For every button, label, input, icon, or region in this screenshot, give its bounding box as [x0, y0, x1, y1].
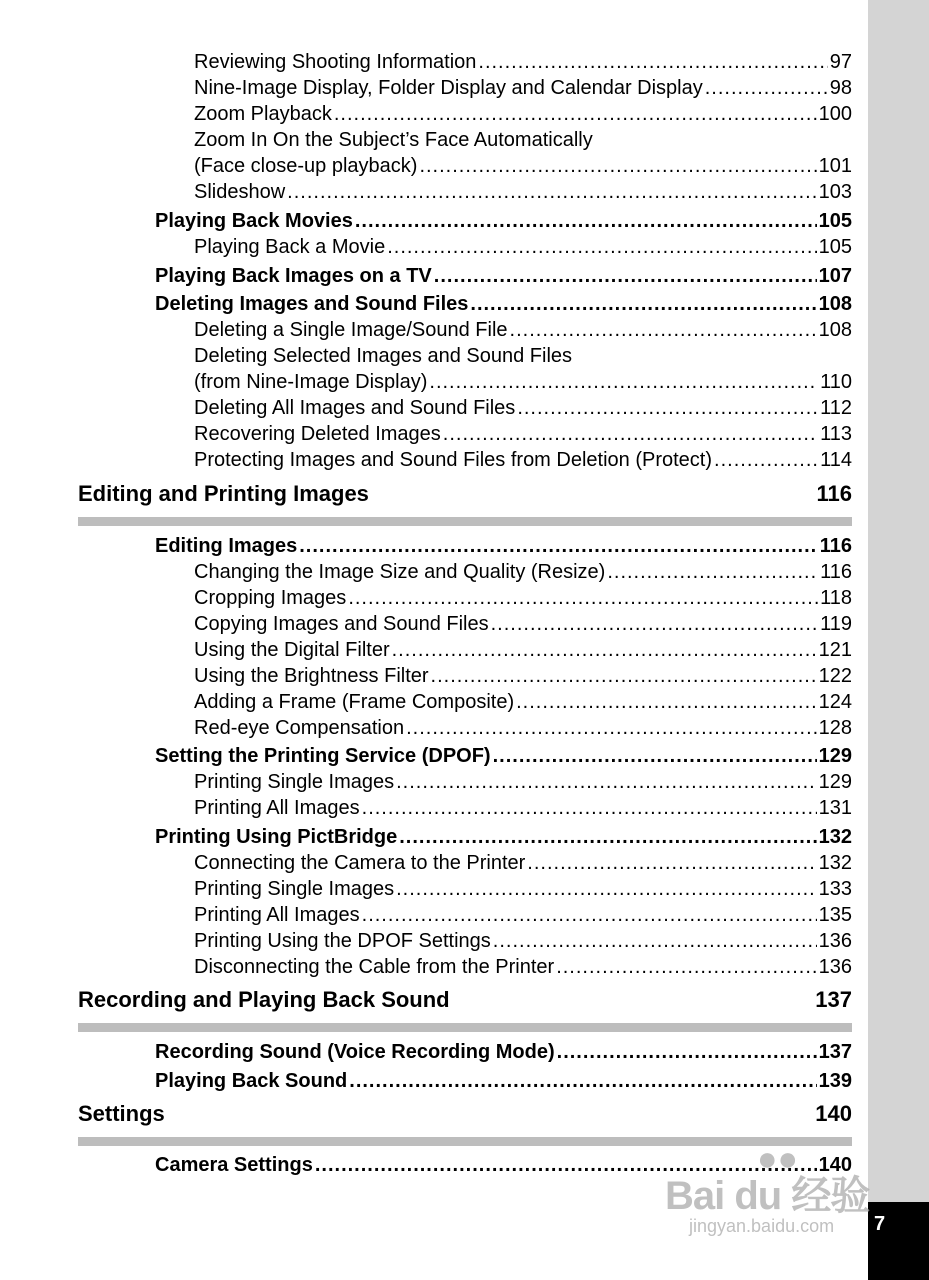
toc-section[interactable]: Printing Using PictBridge ..... 132	[155, 825, 852, 849]
toc-section[interactable]: Editing Images ..... 116	[155, 534, 852, 558]
toc-entry[interactable]: Printing Single Images ..... 129	[194, 770, 852, 794]
toc-section[interactable]: Playing Back Sound ..... 139	[155, 1069, 852, 1093]
toc-entry[interactable]: Zoom Playback ..... 100	[194, 102, 852, 126]
toc-section[interactable]: Camera Settings ..... 140	[155, 1153, 852, 1177]
toc-entry[interactable]: Deleting a Single Image/Sound File ..... 108	[194, 318, 852, 342]
toc-entry[interactable]: Copying Images and Sound Files ..... 119	[194, 612, 852, 636]
toc-entry[interactable]: Printing All Images ..... 131	[194, 796, 852, 820]
toc-chapter[interactable]: Recording and Playing Back Sound 137	[78, 987, 852, 1012]
toc-entry[interactable]: Printing Single Images ..... 133	[194, 877, 852, 901]
baidu-watermark	[665, 1140, 875, 1240]
page-number: 7	[874, 1213, 886, 1235]
toc-entry[interactable]: Reviewing Shooting Information ..... 97	[194, 50, 852, 74]
toc-section[interactable]: Playing Back Images on a TV ..... 107	[155, 264, 852, 288]
toc-entry[interactable]: Recovering Deleted Images ..... 113	[194, 422, 852, 446]
toc-section[interactable]: Recording Sound (Voice Recording Mode) ..... 137	[155, 1040, 852, 1064]
chapter-divider	[78, 1023, 852, 1032]
toc-entry-line1: Deleting Selected Images and Sound Files	[194, 345, 573, 367]
toc-chapter[interactable]: Settings 140	[78, 1101, 852, 1126]
toc-entry[interactable]: Disconnecting the Cable from the Printer ..... 136	[194, 955, 852, 979]
toc-entry[interactable]: Playing Back a Movie ..... 105	[194, 235, 852, 259]
toc-entry[interactable]: Red-eye Compensation ..... 128	[194, 716, 852, 740]
toc-entry[interactable]: Printing Using the DPOF Settings ..... 136	[194, 929, 852, 953]
paw-icon: ●●	[757, 1140, 799, 1178]
toc-entry[interactable]: Cropping Images ..... 118	[194, 586, 852, 610]
toc-entry[interactable]: Deleting All Images and Sound Files ..... 112	[194, 396, 852, 420]
toc-entry-line1: Zoom In On the Subject’s Face Automatically	[194, 129, 593, 151]
toc-section[interactable]: Playing Back Movies ..... 105	[155, 209, 852, 233]
toc-entry[interactable]: Slideshow ..... 103	[194, 180, 852, 204]
page-number-box	[868, 1202, 929, 1280]
toc-section[interactable]: Setting the Printing Service (DPOF) ..... 129	[155, 744, 852, 768]
toc-entry[interactable]: (Face close-up playback) ..... 101	[194, 154, 852, 178]
watermark-brand: Bai du 经验	[665, 1174, 870, 1218]
chapter-divider	[78, 517, 852, 526]
side-tab-strip	[868, 0, 929, 1280]
toc-entry[interactable]: Changing the Image Size and Quality (Resize) ..... 116	[194, 560, 852, 584]
watermark-url: jingyan.baidu.com	[689, 1216, 835, 1236]
toc-entry[interactable]: Printing All Images ..... 135	[194, 903, 852, 927]
toc-entry[interactable]: Nine-Image Display, Folder Display and Calendar Display ..... 98	[194, 76, 852, 100]
toc-entry[interactable]: (from Nine-Image Display) ..... 110	[194, 370, 852, 394]
toc-entry[interactable]: Using the Digital Filter ..... 121	[194, 638, 852, 662]
toc-entry[interactable]: Adding a Frame (Frame Composite) ..... 124	[194, 690, 852, 714]
toc-section[interactable]: Deleting Images and Sound Files ..... 108	[155, 292, 852, 316]
toc-chapter[interactable]: Editing and Printing Images 116	[78, 481, 852, 506]
toc-entry[interactable]: Using the Brightness Filter ..... 122	[194, 664, 852, 688]
toc-entry[interactable]: Connecting the Camera to the Printer ..... 132	[194, 851, 852, 875]
toc-entry[interactable]: Protecting Images and Sound Files from Deletion (Protect) ..... 114	[194, 448, 852, 472]
